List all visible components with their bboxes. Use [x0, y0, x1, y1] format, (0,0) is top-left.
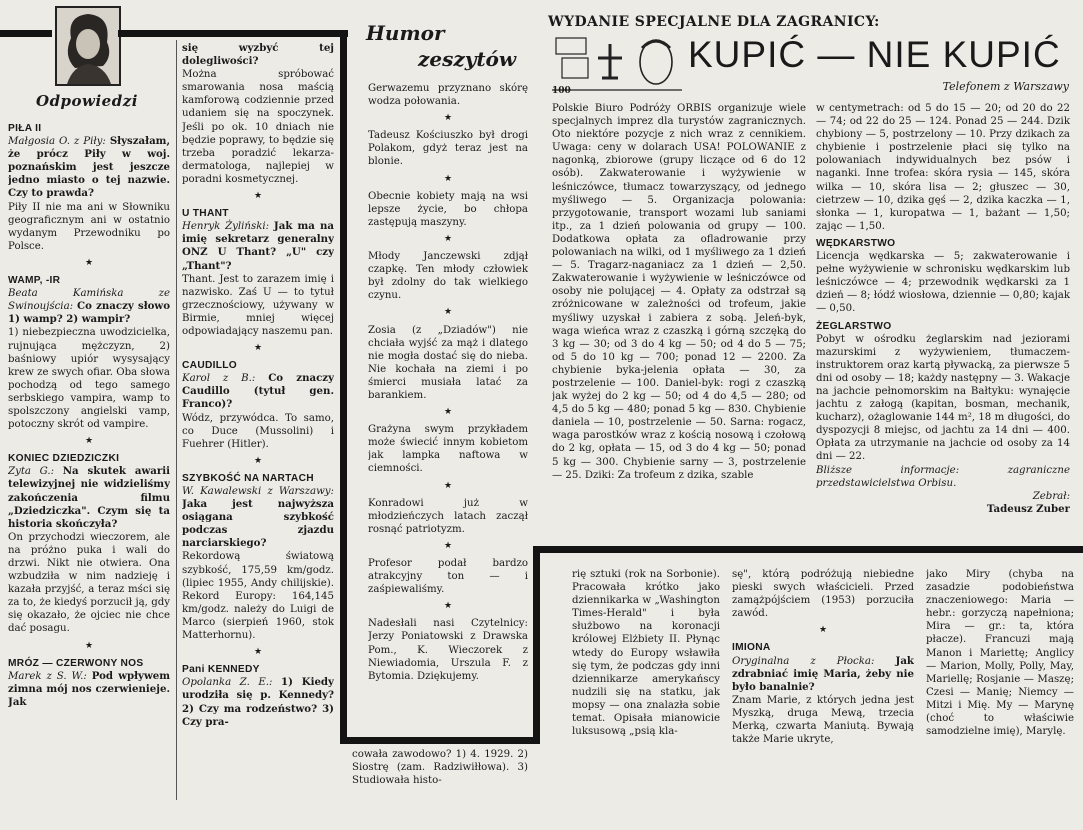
question-author: Opolanka Z. E.: [182, 677, 273, 689]
answer-text: Wódz, przywódca. To samo, co Duce (Mussolini) i Fuehrer (Hitler). [182, 412, 334, 450]
section-heading: Pani KENNEDY [182, 664, 260, 676]
article-title: KUPIĆ — NIE KUPIĆ [688, 34, 1061, 75]
article-text: w centymetrach: od 5 do 15 — 20; od 20 do 22 — 74; od 22 do 25 — 124. Ponad 25 — 244. Dzik chybiony — 5, postrzelony — 10. Przy dzikach za chybienie i postrzelenie płaci się tylko na polowaniach indywidualnych bez psów i naganki. Inne trofea: skóra rysia — 145, skóra wilka — 10, skóra lisa — 2; głuszec — 30, cietrzew — 10, dzika gęś — 2, dzika kaczka — 1, słonka — 1, kuropatwa — 1, bażant — 1,50; zając — 1,50. [816, 103, 1070, 232]
question-text: Słyszałam, że prócz Piły w woj. poznańskim jest jeszcze jedno miasto o tej nazwie. Czy to prawda? [8, 135, 170, 200]
article-byline: Telefonem z Warszawy [942, 80, 1069, 93]
odpowiedzi-column-2 [182, 42, 334, 800]
answer-text: Rekordową światową szybkość, 175,59 km/godz. (lipiec 1955, Andy chilijskie). Rekord Europy: 164,145 km/godz. należy do Luigi de Marco (sierpień 1960, stok Matterhornu). [182, 551, 334, 642]
joke: Młody Janczewski zdjął czapkę. Ten młody człowiek był zdolny do tak wielkiego czynu. [368, 251, 528, 302]
kupic-column-2 [816, 102, 1070, 542]
star-divider: ★ [443, 480, 453, 491]
star-divider: ★ [84, 436, 94, 447]
readers-footer: Nadesłali nasi Czytelnicy: Jerzy Poniatowski z Drawska Pom., K. Wieczorek z Niewiadomia, Urszula F. z Bytomia. Dziękujemy. [368, 618, 528, 682]
section-heading: SZYBKOŚĆ NA NARTACH [182, 472, 314, 484]
frame-rule-top-right [118, 30, 348, 37]
edition-heading: WYDANIE SPECJALNE DLA ZAGRANICY: [548, 14, 880, 30]
star-divider: ★ [443, 233, 453, 244]
column-divider [176, 40, 177, 800]
humor-title-line1: Humor [366, 21, 445, 45]
star-divider: ★ [84, 640, 94, 651]
star-divider: ★ [84, 257, 94, 268]
star-divider: ★ [818, 625, 828, 636]
star-divider: ★ [253, 647, 263, 658]
kupic-column-1 [552, 102, 806, 542]
answer-text: Thant. Jest to zarazem imię i nazwisko. Zaś U — to tytuł grzecznościowy, używany w Birmie, mniej więcej odpowiadający naszemu pan. [182, 273, 334, 337]
imiona-continuation [926, 568, 1074, 800]
star-divider: ★ [253, 191, 263, 202]
star-divider: ★ [443, 307, 453, 318]
article-text: Pobyt w ośrodku żeglarskim nad jeziorami mazurskimi z wyżywieniem, tłumaczem-instruktorem oraz kartą pływacką, za pierwsze 5 dni od osoby — 18; każdy następny — 3. Wakacje na jachcie pełnomorskim na Bałtyku: wynajęcie jachtu z załogą (kapitan, bosman, mechanik, kucharz), ożaglowanie 144 m², 18 m długości, do dyspozycji 8 miejsc, od jachtu za 14 dni — 400. Opłata za utrzymanie na jachcie od osoby za 14 dni — 22. [816, 333, 1070, 463]
question-text: Jak ma na imię sekretarz generalny ONZ U Thant? „U" czy „Thant"? [182, 220, 334, 272]
answer-text: On przychodzi wieczorem, ale na próżno puka i wali do drzwi. Nikt nie otwiera. Ona wzbudziła w nim nadzieję i kazała przyjść, a teraz mści się za to, że kiedyś porzucił ją, gdy się okazało, że ojciec nie chce dać posagu. [8, 531, 170, 635]
collected-by-label: Zebrał: [1032, 490, 1070, 502]
article-text: cowała zawodowo? 1) 4. 1929. 2) Siostrę (zam. Radziwiłłowa). 3) Studiowała histo- [352, 749, 528, 787]
answer-text: jako Miry (chyba na zasadzie podobieństwa znaczeniowego: Maria — hebr.: gorzyczą napełniona; Mira — gr.: ta, która płacze). Francuzi mają Manon i Mariettę; Anglicy — Marion, Molly, Polly, May, Mariellę; Rosjanie — Maszę; Czesi — Manię; Niemcy — Mitzi i Mię. My — Marynę (choć to właściwie samodzielne imię), Marylę. [926, 569, 1074, 738]
article-text: rię sztuki (rok na Sorbonie). Pracowała krótko jako dziennikarka w „Washington Times-Herald" i była służbowo na koronacji królowej Elżbiety II. Płynąc wtedy do Europy wsławiła się tym, że podczas gdy inni dziennikarze amerykańscy nudzili się na statku, jak mopsy — ona znalazła sobie temat. Opisała mianowicie luksusową „psią kla- [572, 569, 720, 738]
section-heading: WAMP, -IR [8, 275, 61, 287]
question-text: Jaka jest najwyższa osiągana szybkość podczas zjazdu narciarskiego? [182, 498, 334, 550]
section-heading: ŻEGLARSTWO [816, 320, 892, 332]
question-text: Co znaczy słowo 1) wamp? 2) wampir? [8, 300, 170, 326]
question-text: Co znaczy Caudillo (tytuł gen. Franco)? [182, 372, 334, 411]
kennedy-continuation-1 [352, 748, 528, 800]
article-text: Licencja wędkarska — 5; zakwaterowanie i pełne wyżywienie w schronisku wędkarskim lub leśniczówce — 4; przewodnik wędkarski za 1 dzień — 8; łódź wiosłowa, dziennie — 0,80; kajak — 0,50. [816, 251, 1070, 315]
question-author: Zyta G.: [8, 466, 55, 478]
humor-column [368, 82, 528, 734]
question-author: Marek z S. W.: [8, 670, 87, 682]
joke: Konradowi już w młodzieńczych latach zaczął rosnąć patriotyzm. [368, 497, 528, 535]
star-divider: ★ [443, 113, 453, 124]
humor-title-line2: zeszytów [418, 47, 517, 71]
section-heading: U THANT [182, 208, 229, 220]
frame-rule-top-left [0, 30, 52, 37]
star-divider: ★ [443, 540, 453, 551]
answer-text: 1) niebezpieczna uwodzicielka, rujnująca mężczyzn, 2) baśniowy upiór wysysający krew ze swych ofiar. Oba słowa pochodzą od tego samego serbskiego vampira, wamp to spolszczony angielski vamp, potoczny skrót od vampire. [8, 327, 170, 431]
star-divider: ★ [253, 343, 263, 354]
section-heading: PIŁA II [8, 123, 42, 134]
article-author: Tadeusz Zuber [986, 502, 1070, 515]
star-divider: ★ [253, 455, 263, 466]
question-author: Małgosia O. z Piły: [8, 136, 106, 148]
article-text: sę", którą podróżują niebiedne pieski swych właścicieli. Przed zamążpójściem (1953) porzuciła zawód. [732, 569, 914, 620]
frame-rule-vertical [340, 30, 347, 744]
frame-rule-bottom-top [533, 546, 1083, 553]
frame-rule-vertical-bottom [533, 546, 540, 744]
question-author: Karol z B.: [182, 373, 256, 385]
star-divider: ★ [443, 407, 453, 418]
question-continuation: się wyzbyć tej dolegliwości? [182, 42, 334, 68]
kennedy-continuation-3 [732, 568, 914, 800]
section-heading: CAUDILLO [182, 360, 238, 372]
joke: Grażyna swym przykładem może świecić innym kobietom jak lampka naftowa w ciemności. [368, 424, 528, 475]
answer-text: Można spróbować smarowania nosa maścią kamforową codziennie przed udaniem się na spoczynek. Jeśli po ok. 10 dniach nie będzie poprawy, to będzie się trzeba poradzić lekarza-dermatologa, najlepiej w poradni kosmetycznej. [182, 69, 334, 185]
section-heading: MRÓZ — CZERWONY NOS [8, 657, 144, 669]
question-text: Jak zdrabniać imię Maria, żeby nie było banalnie? [732, 654, 914, 693]
section-heading: IMIONA [732, 642, 771, 654]
odpowiedzi-column-1 [8, 118, 170, 800]
joke: Zosia (z „Dziadów") nie chciała wyjść za mąż i dlatego nie mogła dostać się do nieba. Nie kochała na ziemi i po śmierci musiała latać za barankiem. [368, 324, 528, 401]
answer-text: Znam Marie, z których jedna jest Myszką, druga Mewą, trzecia Merką, czwarta Maniutą. Bywają także Marie ukryte, [732, 694, 914, 746]
answer-text: Piły II nie ma ani w Słowniku geograficznym ani w ostatnio wydanym Przewodniku po Polsce. [8, 201, 170, 252]
star-divider: ★ [443, 601, 453, 612]
question-text: Na skutek awarii telewizyjnej nie widzieliśmy zakończenia filmu „Dziedziczka". Czym się ta historia skończyła? [8, 465, 170, 530]
section-heading: KONIEC DZIEDZICZKI [8, 453, 120, 465]
frame-rule-bottom-mid [340, 737, 540, 744]
article-text: Polskie Biuro Podróży ORBIS organizuje wiele specjalnych imprez dla turystów zagranicznych. Oto niektóre pozycje z nich wraz z cennikiem. Uwaga: ceny w dolarach USA! POLOWANIE z nagonką, zbiorowe (grupy liczące od 6 do 12 osób). Zakwaterowanie i wyżywienie w leśniczówce, tłumacz towarzyszący, od jednego myśliwego — 5. Organizacja polowania: przygotowanie, transport wozami lub saniami itp., za 1 dzień polowania od grupy — 100. Dodatkowa opłata za ofladrowanie przy polowaniach na wilki, od 1 myśliwego za 1 dzień — 5. Tragarz-naganiacz za 1 dzień — 2,50. Zakwaterowanie i wyżywienie w leśniczówce od osoby nie polującej — 4. Opłaty za odstrzał są zróżnicowane w zależności od trofeum, jakie myśliwy uzyskał i zabiera z sobą. Jeleń-byk, waga wieńca wraz z czaszką i górną szczęką do 3 kg — 30; od 3 do 4 kg — 50; od 4 do 5 — 75; od 5 do 10 kg — 700; ponad 12 — 2200. Za chybienie byka-jelenia opłata — 30, za postrzelenie — 100. Daniel-byk: rogi z czaszką jak wyżej do 2 kg — 50; od 4 do 4,5 — 280; od 4,5 do 5 kg — 480; ponad 5 kg — 830. Chybienie daniela — 10, postrzelenie — 50. Sarna: rogacz, waga parostków wraz z kością nosową i czołową do 2 kg, opłata — 15, od 3 do 4 kg — 50; ponad 5 kg — 300. Chybienie sarny — 3, postrzelenie — 25. Dziki: Za trofeum z dzika, szable [552, 103, 806, 481]
question-text: 1) Kiedy urodziła się p. Kennedy? 2) Czy ma rodzeństwo? 3) Czy pra- [182, 676, 334, 728]
joke: Gerwazemu przyznano skórę wodza połowania. [368, 83, 528, 108]
info-note: Bliższe informacje: zagraniczne przedstawicielstwa Orbisu. [816, 464, 1070, 489]
joke: Tadeusz Kościuszko był drogi Polakom, gdyż teraz jest na blonie. [368, 130, 528, 168]
section-heading: WĘDKARSTWO [816, 237, 896, 249]
question-text: Pod wpływem zimna mój nos czerwienieje. Jak [8, 669, 170, 708]
question-author: W. Kawalewski z Warszawy: [182, 486, 334, 497]
question-author: Beata Kamińska ze Swinoujścia: [8, 288, 170, 313]
kennedy-continuation-2 [572, 568, 720, 800]
question-author: Oryginalna z Płocka: [732, 655, 875, 667]
question-author: Henryk Żyliński: [182, 221, 270, 233]
star-divider: ★ [443, 173, 453, 184]
humor-title [366, 20, 516, 72]
odpowiedzi-title: Odpowiedzi [36, 92, 138, 110]
stamp-number: 100 [552, 86, 571, 96]
stamp-illustration [552, 34, 682, 94]
joke: Profesor podał bardzo atrakcyjny ton — i zaśpiewaliśmy. [368, 558, 528, 596]
joke: Obecnie kobiety mają na wsi lepsze życie, bo chłopa zastępują maszyny. [368, 190, 528, 228]
